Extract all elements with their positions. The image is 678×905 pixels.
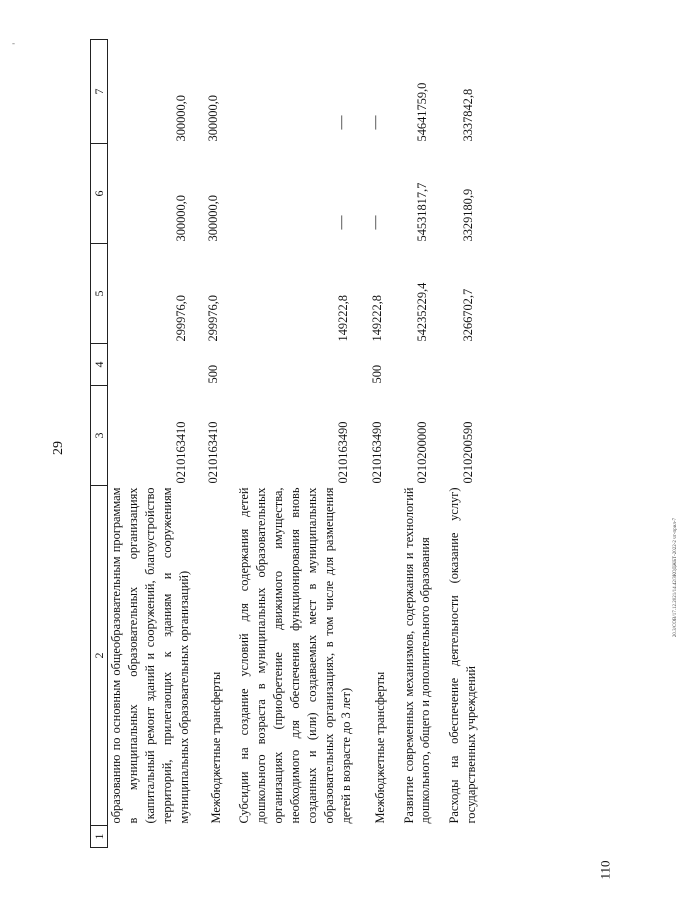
target-article-code: 0210163410 <box>173 421 188 484</box>
amount-col7: — <box>368 115 384 130</box>
table-row <box>401 40 435 848</box>
table-row <box>366 40 388 848</box>
page-number-top: 29 <box>51 441 66 455</box>
amount-col7: 54641759,0 <box>415 82 430 142</box>
target-article-code: 0210163490 <box>335 421 350 484</box>
target-article-code: 0210163490 <box>369 421 384 484</box>
row-description: Расходы на обеспечение деятельности (оказание услуг) государственных учреждений <box>447 487 479 824</box>
budget-table <box>90 39 480 848</box>
amount-col6: 300000,0 <box>205 195 220 242</box>
amount-col5: 3266702,7 <box>461 288 476 342</box>
expense-group <box>401 344 435 386</box>
amount-col5: 299976,0 <box>205 295 220 342</box>
expense-group: 500 <box>369 364 384 384</box>
document-code: 20.3/СОВ/17.12.2021/14.42/ЗКОДЖБТ-2022-2 чт-прил-7 <box>673 517 678 638</box>
table-row <box>446 40 480 848</box>
column-header: 5 <box>91 244 108 344</box>
header-row <box>91 40 108 848</box>
table-row <box>205 40 225 848</box>
row-description: Субсидии на создание условий для содержания детей дошкольного возраста в муниципальных образовательных организациях (приобретение движимого имущества, необходимого для обеспечения функционирования вновь созданных и (или) создаваемых мест в муниципальных образовательных организациях, в том числе для размещения детей в возрасте до 3 лет) <box>237 487 353 824</box>
column-header: 6 <box>91 144 108 244</box>
amount-col7: 300000,0 <box>205 95 220 142</box>
amount-col7: 300000,0 <box>173 95 188 142</box>
row-description: Межбюджетные трансферты <box>372 671 387 824</box>
column-header: 7 <box>91 40 108 144</box>
row-description: Межбюджетные трансферты <box>208 671 223 824</box>
amount-col6: — <box>334 215 350 230</box>
amount-col7: 3337842,8 <box>461 88 476 142</box>
amount-col5: 299976,0 <box>173 295 188 342</box>
amount-col5: 54235229,4 <box>415 282 430 342</box>
target-article-code: 0210200590 <box>461 421 476 484</box>
amount-col6: 54531817,7 <box>415 182 430 242</box>
column-header: 4 <box>91 344 108 386</box>
table-row <box>108 40 193 848</box>
target-article-code: 0210200000 <box>415 421 430 484</box>
column-header: 1 <box>91 826 108 848</box>
expense-group <box>108 344 193 386</box>
expense-group: 500 <box>205 364 220 384</box>
row-description: Развитие современных механизмов, содержания и технологий дошкольного, общего и дополнительного образования <box>401 487 433 824</box>
amount-col6: — <box>368 215 384 230</box>
row-description: образованию по основным общеобразовательным программам в муниципальных образовательных организациях (капитальный ремонт зданий и сооружений, благоустройство территорий, прилегающих к зданиям и сооружениям муниципальных образовательных организаций) <box>109 487 191 824</box>
table-row <box>236 40 354 848</box>
page-number-bottom: 110 <box>597 860 613 880</box>
column-header: 2 <box>91 486 108 826</box>
expense-group <box>446 344 480 386</box>
amount-col5: 149222,8 <box>369 295 384 342</box>
amount-col6: 300000,0 <box>173 195 188 242</box>
amount-col5: 149222,8 <box>335 295 350 342</box>
amount-col6: 3329180,9 <box>461 188 476 242</box>
amount-col7: — <box>334 115 350 130</box>
target-article-code: 0210163410 <box>205 421 220 484</box>
column-header: 3 <box>91 386 108 486</box>
budget-table-rotated <box>90 40 590 848</box>
margin-mark: - <box>12 38 15 48</box>
expense-group <box>236 344 354 386</box>
